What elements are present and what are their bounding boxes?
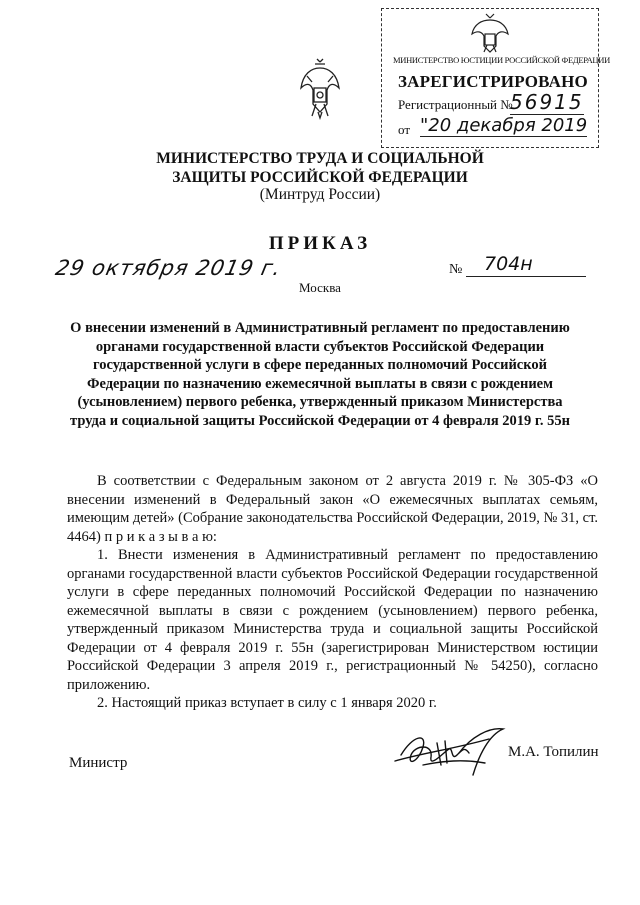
order-number: 704н (484, 253, 533, 275)
document-body (67, 472, 598, 713)
stamp-date-label: от (398, 122, 411, 137)
stamp-regno-value: 56915 (510, 90, 584, 114)
signatory-name: М.А. Топилин (508, 744, 599, 760)
city: Москва (299, 280, 341, 295)
stamp-emblem-icon (470, 12, 510, 56)
body-intro: В соответствии с Федеральным законом от 2 августа 2019 г. № 305-ФЗ «О внесении изменений в Федеральный закон «О ежемесячных выплатах семьям, имеющим детей» (Собрание законодательства Российской Федерации, 2019, № 31, ст. 4464) п р и к а з ы в а ю: (67, 473, 598, 545)
stamp-ministry-name: МИНИСТЕРСТВО ЮСТИЦИИ РОССИЙСКОЙ ФЕДЕРАЦИИ (393, 55, 610, 65)
stamp-regno-label: Регистрационный № (398, 97, 513, 112)
signatory-position: Министр (69, 755, 128, 771)
order-number-label: № (449, 262, 463, 277)
handwritten-signature (393, 725, 513, 783)
body-item-1: 1. Внести изменения в Административный регламент по предоставлению органами государственной власти субъектов Российской Федерации государственной услуги в сфере переданных полномочий Российской Федерации по назначению ежемесячной выплаты в связи с рождением (усыновлением) первого ребенка, утвержденный приказом Министерства труда и социальной защиты Российской Федерации от 4 февраля 2019 г. 55н (зарегистрирован Министерством юстиции Российской Федерации 3 апреля 2019 г., регистрационный № 54250), согласно приложению. (67, 547, 598, 693)
stamp-registered-label: ЗАРЕГИСТРИРОВАНО (398, 72, 588, 91)
order-number-line (466, 276, 586, 277)
order-date: 29 октября 2019 г. (53, 256, 284, 280)
coat-of-arms-icon (300, 58, 340, 120)
stamp-date-value: "20 декабря 2019 (420, 115, 588, 136)
document-title: О внесении изменений в Административный регламент по предоставлению органами государственной власти субъектов Российской Федерации государственной услуги в сфере переданных полномочий Российской Федерации по назначению ежемесячной выплаты в связи с рождением (усыновлением) первого ребенка, утвержденный приказом Министерства труда и социальной защиты Российской Федерации от 4 февраля 2019 г. 55н (70, 320, 570, 429)
document-type: ПРИКАЗ (268, 233, 372, 254)
ministry-short-name: (Минтруд России) (259, 186, 381, 203)
body-item-2: 2. Настоящий приказ вступает в силу с 1 января 2020 г. (97, 695, 437, 711)
ministry-name: МИНИСТЕРСТВО ТРУДА И СОЦИАЛЬНОЙ ЗАЩИТЫ РОССИЙСКОЙ ФЕДЕРАЦИИ (156, 150, 484, 186)
